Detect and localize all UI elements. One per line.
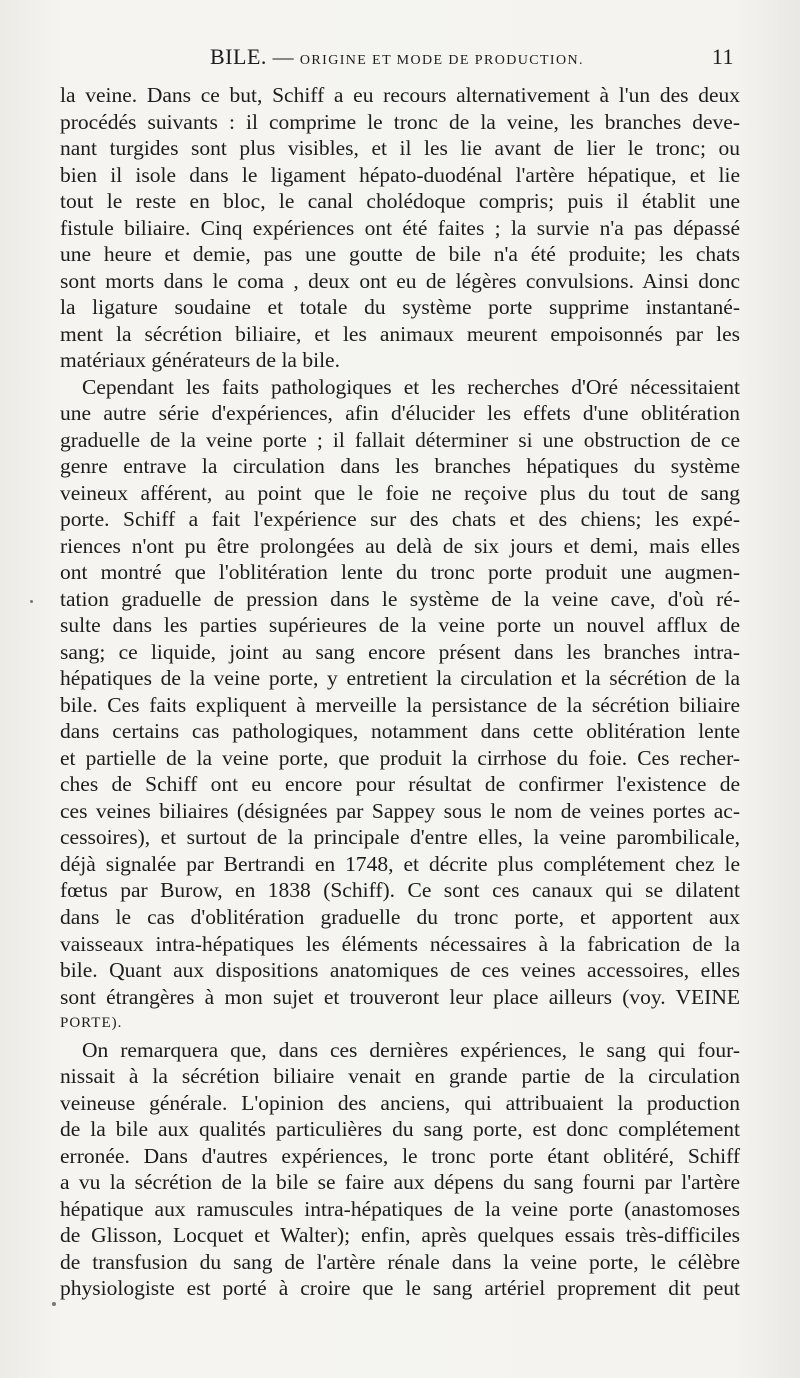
text-line: hépatique aux ramuscules intra-hépatiques de la veine porte (anastomoses xyxy=(60,1196,740,1221)
running-title-sub: ORIGINE ET MODE DE PRODUCTION. xyxy=(299,53,584,68)
text-line: bile. Ces faits expliquent à merveille la persistance de la sécrétion biliaire xyxy=(60,692,740,717)
text-line: ces veines biliaires (désignées par Sappey sous le nom de veines portes ac- xyxy=(60,798,740,823)
paper-speck xyxy=(52,1302,56,1306)
running-title xyxy=(210,44,584,70)
text-line: dans le cas d'oblitération graduelle du tronc porte, et apportent aux xyxy=(60,904,740,929)
text-line: sang; ce liquide, joint au sang encore présent dans les branches intra- xyxy=(60,639,740,664)
text-line: la ligature soudaine et totale du système porte supprime instantané- xyxy=(60,295,740,320)
text-line: la veine. Dans ce but, Schiff a eu recours alternativement à l'un des deux xyxy=(60,83,740,107)
page-number: 11 xyxy=(711,44,734,69)
text-line: procédés suivants : il comprime le tronc de la veine, les branches deve- xyxy=(60,109,740,134)
running-title-main: BILE. xyxy=(210,44,267,69)
text-line: sont morts dans le coma , deux ont eu de légères convulsions. Ainsi donc xyxy=(60,268,740,293)
text-line: erronée. Dans d'autres expériences, le tronc porte étant oblitéré, Schiff xyxy=(60,1143,740,1168)
text-line: sont étrangères à mon sujet et trouveront leur place ailleurs (voy. VEINE xyxy=(60,984,740,1009)
text-line: une heure et demie, pas une goutte de bile n'a été produite; les chats xyxy=(60,242,740,267)
text-line: On remarquera que, dans ces dernières expériences, le sang qui four- xyxy=(82,1037,740,1062)
text-line: cessoires), et surtout de la principale d'entre elles, la veine parombilicale, xyxy=(60,825,740,850)
body-text xyxy=(60,82,740,1302)
text-line: Cependant les faits pathologiques et les recherches d'Oré nécessitaient xyxy=(82,374,740,399)
text-line: tout le reste en bloc, le canal cholédoque compris; puis il établit une xyxy=(60,189,740,214)
text-line: dans certains cas pathologiques, notamment dans cette oblitération lente xyxy=(60,719,740,744)
text-line: bien il isole dans le ligament hépato-duodénal l'artère hépatique, et lie xyxy=(60,162,740,187)
text-line: de Glisson, Locquet et Walter); enfin, après quelques essais très-difficiles xyxy=(60,1223,740,1248)
text-line: et partielle de la veine porte, que produit la cirrhose du foie. Ces recher- xyxy=(60,745,740,770)
text-line: ont montré que l'oblitération lente du tronc porte produit une augmen- xyxy=(60,560,740,585)
text-line: ches de Schiff ont eu encore pour résultat de confirmer l'existence de xyxy=(60,772,740,797)
text-line: hépatiques de la veine porte, y entretient la circulation et la sécrétion de la xyxy=(60,666,740,691)
text-line: graduelle de la veine porte ; il fallait déterminer si une obstruction de ce xyxy=(60,427,740,452)
running-title-dash: — xyxy=(266,45,300,69)
paper-speck xyxy=(30,600,33,603)
text-line: riences n'ont pu être prolongées au delà de six jours et demi, mais elles xyxy=(60,533,740,558)
text-line: déjà signalée par Bertrandi en 1748, et décrite plus complétement chez le xyxy=(60,851,740,876)
text-line: fœtus par Burow, en 1838 (Schiff). Ce sont ces canaux qui se dilatent xyxy=(60,878,740,903)
running-header xyxy=(60,44,740,74)
text-line: nant turgides sont plus visibles, et il les lie avant de lier le tronc; ou xyxy=(60,136,740,161)
text-line: veineux afférent, au point que le foie ne reçoive plus du tout de sang xyxy=(60,480,740,505)
text-line: tation graduelle de pression dans le système de la veine cave, d'où ré- xyxy=(60,586,740,611)
text-line: veineuse générale. L'opinion des anciens, qui attribuaient la production xyxy=(60,1090,740,1115)
text-line: a vu la sécrétion de la bile se faire aux dépens du sang fourni par l'artère xyxy=(60,1170,740,1195)
text-line: porte. Schiff a fait l'expérience sur des chats et des chiens; les expé- xyxy=(60,507,740,532)
text-line: ment la sécrétion biliaire, et les animaux meurent empoisonnés par les xyxy=(60,321,740,346)
text-line: matériaux générateurs de la bile. xyxy=(60,348,340,373)
text-line: sulte dans les parties supérieures de la veine porte un nouvel afflux de xyxy=(60,613,740,638)
text-line: de la bile aux qualités particulières du sang porte, est donc complétement xyxy=(60,1117,740,1142)
text-line: PORTE). xyxy=(60,1015,123,1032)
text-line: physiologiste est porté à croire que le sang artériel proprement dit peut xyxy=(60,1276,740,1301)
text-line: une autre série d'expériences, afin d'élucider les effets d'une oblitération xyxy=(60,401,740,426)
text-line: nissait à la sécrétion biliaire venait en grande partie de la circulation xyxy=(60,1064,740,1089)
text-line: bile. Quant aux dispositions anatomiques de ces veines accessoires, elles xyxy=(60,958,740,983)
text-line: vaisseaux intra-hépatiques les éléments nécessaires à la fabrication de la xyxy=(60,931,740,956)
text-line: fistule biliaire. Cinq expériences ont été faites ; la survie n'a pas dépassé xyxy=(60,215,740,240)
text-line: de transfusion du sang de l'artère rénale dans la veine porte, le célèbre xyxy=(60,1249,740,1274)
text-line: genre entrave la circulation dans les branches hépatiques du système xyxy=(60,454,740,479)
